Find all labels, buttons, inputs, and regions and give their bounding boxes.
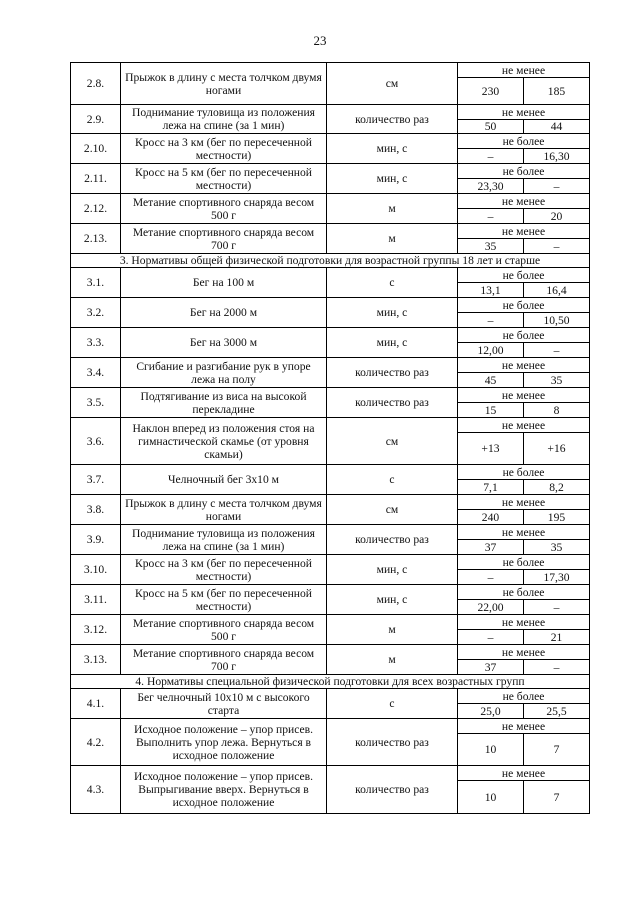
condition-label: не более	[458, 585, 590, 600]
condition-label: не менее	[458, 194, 590, 209]
exercise-name: Метание спортивного снаряда весом 500 г	[121, 194, 327, 224]
value-men: –	[458, 630, 524, 645]
condition-label: не более	[458, 134, 590, 149]
value-men: 25,0	[458, 704, 524, 719]
value-men: –	[458, 570, 524, 585]
exercise-name: Кросс на 5 км (бег по пересеченной местности)	[121, 164, 327, 194]
value-men: 7,1	[458, 480, 524, 495]
condition-label: не более	[458, 689, 590, 704]
value-men: 22,00	[458, 600, 524, 615]
exercise-name: Наклон вперед из положения стоя на гимнастической скамье (от уровня скамьи)	[121, 418, 327, 465]
value-women: 25,5	[524, 704, 590, 719]
unit-of-measure: см	[327, 63, 458, 105]
row-number: 2.9.	[71, 105, 121, 134]
unit-of-measure: м	[327, 615, 458, 645]
unit-of-measure: м	[327, 224, 458, 254]
condition-label: не менее	[458, 63, 590, 78]
table-row	[71, 525, 590, 540]
value-men: 23,30	[458, 179, 524, 194]
value-women: 195	[524, 510, 590, 525]
section-heading: 3. Нормативы общей физической подготовки для возрастной группы 18 лет и старше	[71, 254, 590, 268]
value-women: –	[524, 600, 590, 615]
condition-label: не менее	[458, 224, 590, 239]
value-men: 50	[458, 120, 524, 134]
value-women: 21	[524, 630, 590, 645]
condition-label: не менее	[458, 388, 590, 403]
condition-label: не менее	[458, 105, 590, 120]
table-row	[71, 328, 590, 343]
value-men: 15	[458, 403, 524, 418]
unit-of-measure: см	[327, 495, 458, 525]
row-number: 2.8.	[71, 63, 121, 105]
unit-of-measure: м	[327, 194, 458, 224]
exercise-name: Исходное положение – упор присев. Выполнить упор лежа. Вернуться в исходное положение	[121, 719, 327, 766]
exercise-name: Подтягивание из виса на высокой перекладине	[121, 388, 327, 418]
table-row	[71, 224, 590, 239]
exercise-name: Метание спортивного снаряда весом 700 г	[121, 224, 327, 254]
unit-of-measure: м	[327, 645, 458, 675]
value-women: –	[524, 343, 590, 358]
value-women: 17,30	[524, 570, 590, 585]
table-row	[71, 585, 590, 600]
row-number: 3.13.	[71, 645, 121, 675]
row-number: 3.7.	[71, 465, 121, 495]
condition-label: не менее	[458, 525, 590, 540]
unit-of-measure: количество раз	[327, 388, 458, 418]
row-number: 3.2.	[71, 298, 121, 328]
value-men: –	[458, 313, 524, 328]
value-men: –	[458, 209, 524, 224]
exercise-name: Поднимание туловища из положения лежа на спине (за 1 мин)	[121, 105, 327, 134]
condition-label: не менее	[458, 495, 590, 510]
value-women: 20	[524, 209, 590, 224]
unit-of-measure: мин, с	[327, 298, 458, 328]
table-row	[71, 719, 590, 734]
unit-of-measure: количество раз	[327, 358, 458, 388]
unit-of-measure: мин, с	[327, 555, 458, 585]
standards-table	[70, 62, 590, 814]
exercise-name: Кросс на 3 км (бег по пересеченной местности)	[121, 134, 327, 164]
table-row	[71, 134, 590, 149]
exercise-name: Метание спортивного снаряда весом 700 г	[121, 645, 327, 675]
value-women: 10,50	[524, 313, 590, 328]
condition-label: не менее	[458, 719, 590, 734]
row-number: 3.11.	[71, 585, 121, 615]
exercise-name: Поднимание туловища из положения лежа на спине (за 1 мин)	[121, 525, 327, 555]
value-men: 230	[458, 78, 524, 105]
value-women: 8,2	[524, 480, 590, 495]
value-men: 10	[458, 781, 524, 814]
standards-table-body	[71, 63, 590, 814]
exercise-name: Метание спортивного снаряда весом 500 г	[121, 615, 327, 645]
page-number: 23	[313, 33, 327, 48]
value-men: 35	[458, 239, 524, 254]
condition-label: не более	[458, 164, 590, 179]
table-row	[71, 615, 590, 630]
value-men: –	[458, 149, 524, 164]
value-men: 37	[458, 660, 524, 675]
value-men: 37	[458, 540, 524, 555]
table-row	[71, 164, 590, 179]
exercise-name: Бег на 3000 м	[121, 328, 327, 358]
section-heading: 4. Нормативы специальной физической подготовки для всех возрастных групп	[71, 675, 590, 689]
value-men: 12,00	[458, 343, 524, 358]
condition-label: не более	[458, 328, 590, 343]
row-number: 3.12.	[71, 615, 121, 645]
value-women: –	[524, 179, 590, 194]
section-heading-row	[71, 254, 590, 268]
value-women: 7	[524, 781, 590, 814]
value-women: –	[524, 239, 590, 254]
row-number: 3.9.	[71, 525, 121, 555]
unit-of-measure: с	[327, 465, 458, 495]
unit-of-measure: см	[327, 418, 458, 465]
value-women: 8	[524, 403, 590, 418]
value-men: 13,1	[458, 283, 524, 298]
table-row	[71, 298, 590, 313]
unit-of-measure: мин, с	[327, 328, 458, 358]
unit-of-measure: мин, с	[327, 164, 458, 194]
value-women: +16	[524, 433, 590, 465]
exercise-name: Бег на 2000 м	[121, 298, 327, 328]
condition-label: не более	[458, 465, 590, 480]
exercise-name: Исходное положение – упор присев. Выпрыгивание вверх. Вернуться в исходное положение	[121, 766, 327, 814]
condition-label: не менее	[458, 615, 590, 630]
value-women: 44	[524, 120, 590, 134]
table-row	[71, 388, 590, 403]
table-row	[71, 194, 590, 209]
table-row	[71, 689, 590, 704]
table-row	[71, 418, 590, 433]
row-number: 3.6.	[71, 418, 121, 465]
unit-of-measure: с	[327, 268, 458, 298]
unit-of-measure: мин, с	[327, 585, 458, 615]
value-men: 45	[458, 373, 524, 388]
condition-label: не менее	[458, 418, 590, 433]
value-women: –	[524, 660, 590, 675]
exercise-name: Прыжок в длину с места толчком двумя ногами	[121, 495, 327, 525]
row-number: 4.1.	[71, 689, 121, 719]
row-number: 4.2.	[71, 719, 121, 766]
table-row	[71, 645, 590, 660]
unit-of-measure: с	[327, 689, 458, 719]
condition-label: не менее	[458, 766, 590, 781]
unit-of-measure: количество раз	[327, 766, 458, 814]
row-number: 2.10.	[71, 134, 121, 164]
row-number: 3.1.	[71, 268, 121, 298]
row-number: 2.11.	[71, 164, 121, 194]
row-number: 2.13.	[71, 224, 121, 254]
value-men: +13	[458, 433, 524, 465]
value-women: 16,30	[524, 149, 590, 164]
value-women: 35	[524, 373, 590, 388]
exercise-name: Бег челночный 10х10 м с высокого старта	[121, 689, 327, 719]
row-number: 3.5.	[71, 388, 121, 418]
exercise-name: Кросс на 3 км (бег по пересеченной местности)	[121, 555, 327, 585]
row-number: 4.3.	[71, 766, 121, 814]
exercise-name: Челночный бег 3х10 м	[121, 465, 327, 495]
exercise-name: Кросс на 5 км (бег по пересеченной местности)	[121, 585, 327, 615]
row-number: 3.3.	[71, 328, 121, 358]
value-women: 185	[524, 78, 590, 105]
value-men: 240	[458, 510, 524, 525]
unit-of-measure: количество раз	[327, 105, 458, 134]
row-number: 2.12.	[71, 194, 121, 224]
unit-of-measure: количество раз	[327, 525, 458, 555]
table-row	[71, 766, 590, 781]
condition-label: не более	[458, 268, 590, 283]
row-number: 3.8.	[71, 495, 121, 525]
value-women: 35	[524, 540, 590, 555]
condition-label: не менее	[458, 645, 590, 660]
exercise-name: Прыжок в длину с места толчком двумя ногами	[121, 63, 327, 105]
value-men: 10	[458, 734, 524, 766]
condition-label: не менее	[458, 358, 590, 373]
row-number: 3.10.	[71, 555, 121, 585]
exercise-name: Сгибание и разгибание рук в упоре лежа на полу	[121, 358, 327, 388]
table-row	[71, 555, 590, 570]
value-women: 16,4	[524, 283, 590, 298]
unit-of-measure: количество раз	[327, 719, 458, 766]
value-women: 7	[524, 734, 590, 766]
section-heading-row	[71, 675, 590, 689]
exercise-name: Бег на 100 м	[121, 268, 327, 298]
row-number: 3.4.	[71, 358, 121, 388]
table-row	[71, 465, 590, 480]
table-row	[71, 495, 590, 510]
table-row	[71, 358, 590, 373]
condition-label: не более	[458, 555, 590, 570]
condition-label: не более	[458, 298, 590, 313]
table-row	[71, 63, 590, 78]
table-row	[71, 105, 590, 120]
table-row	[71, 268, 590, 283]
unit-of-measure: мин, с	[327, 134, 458, 164]
